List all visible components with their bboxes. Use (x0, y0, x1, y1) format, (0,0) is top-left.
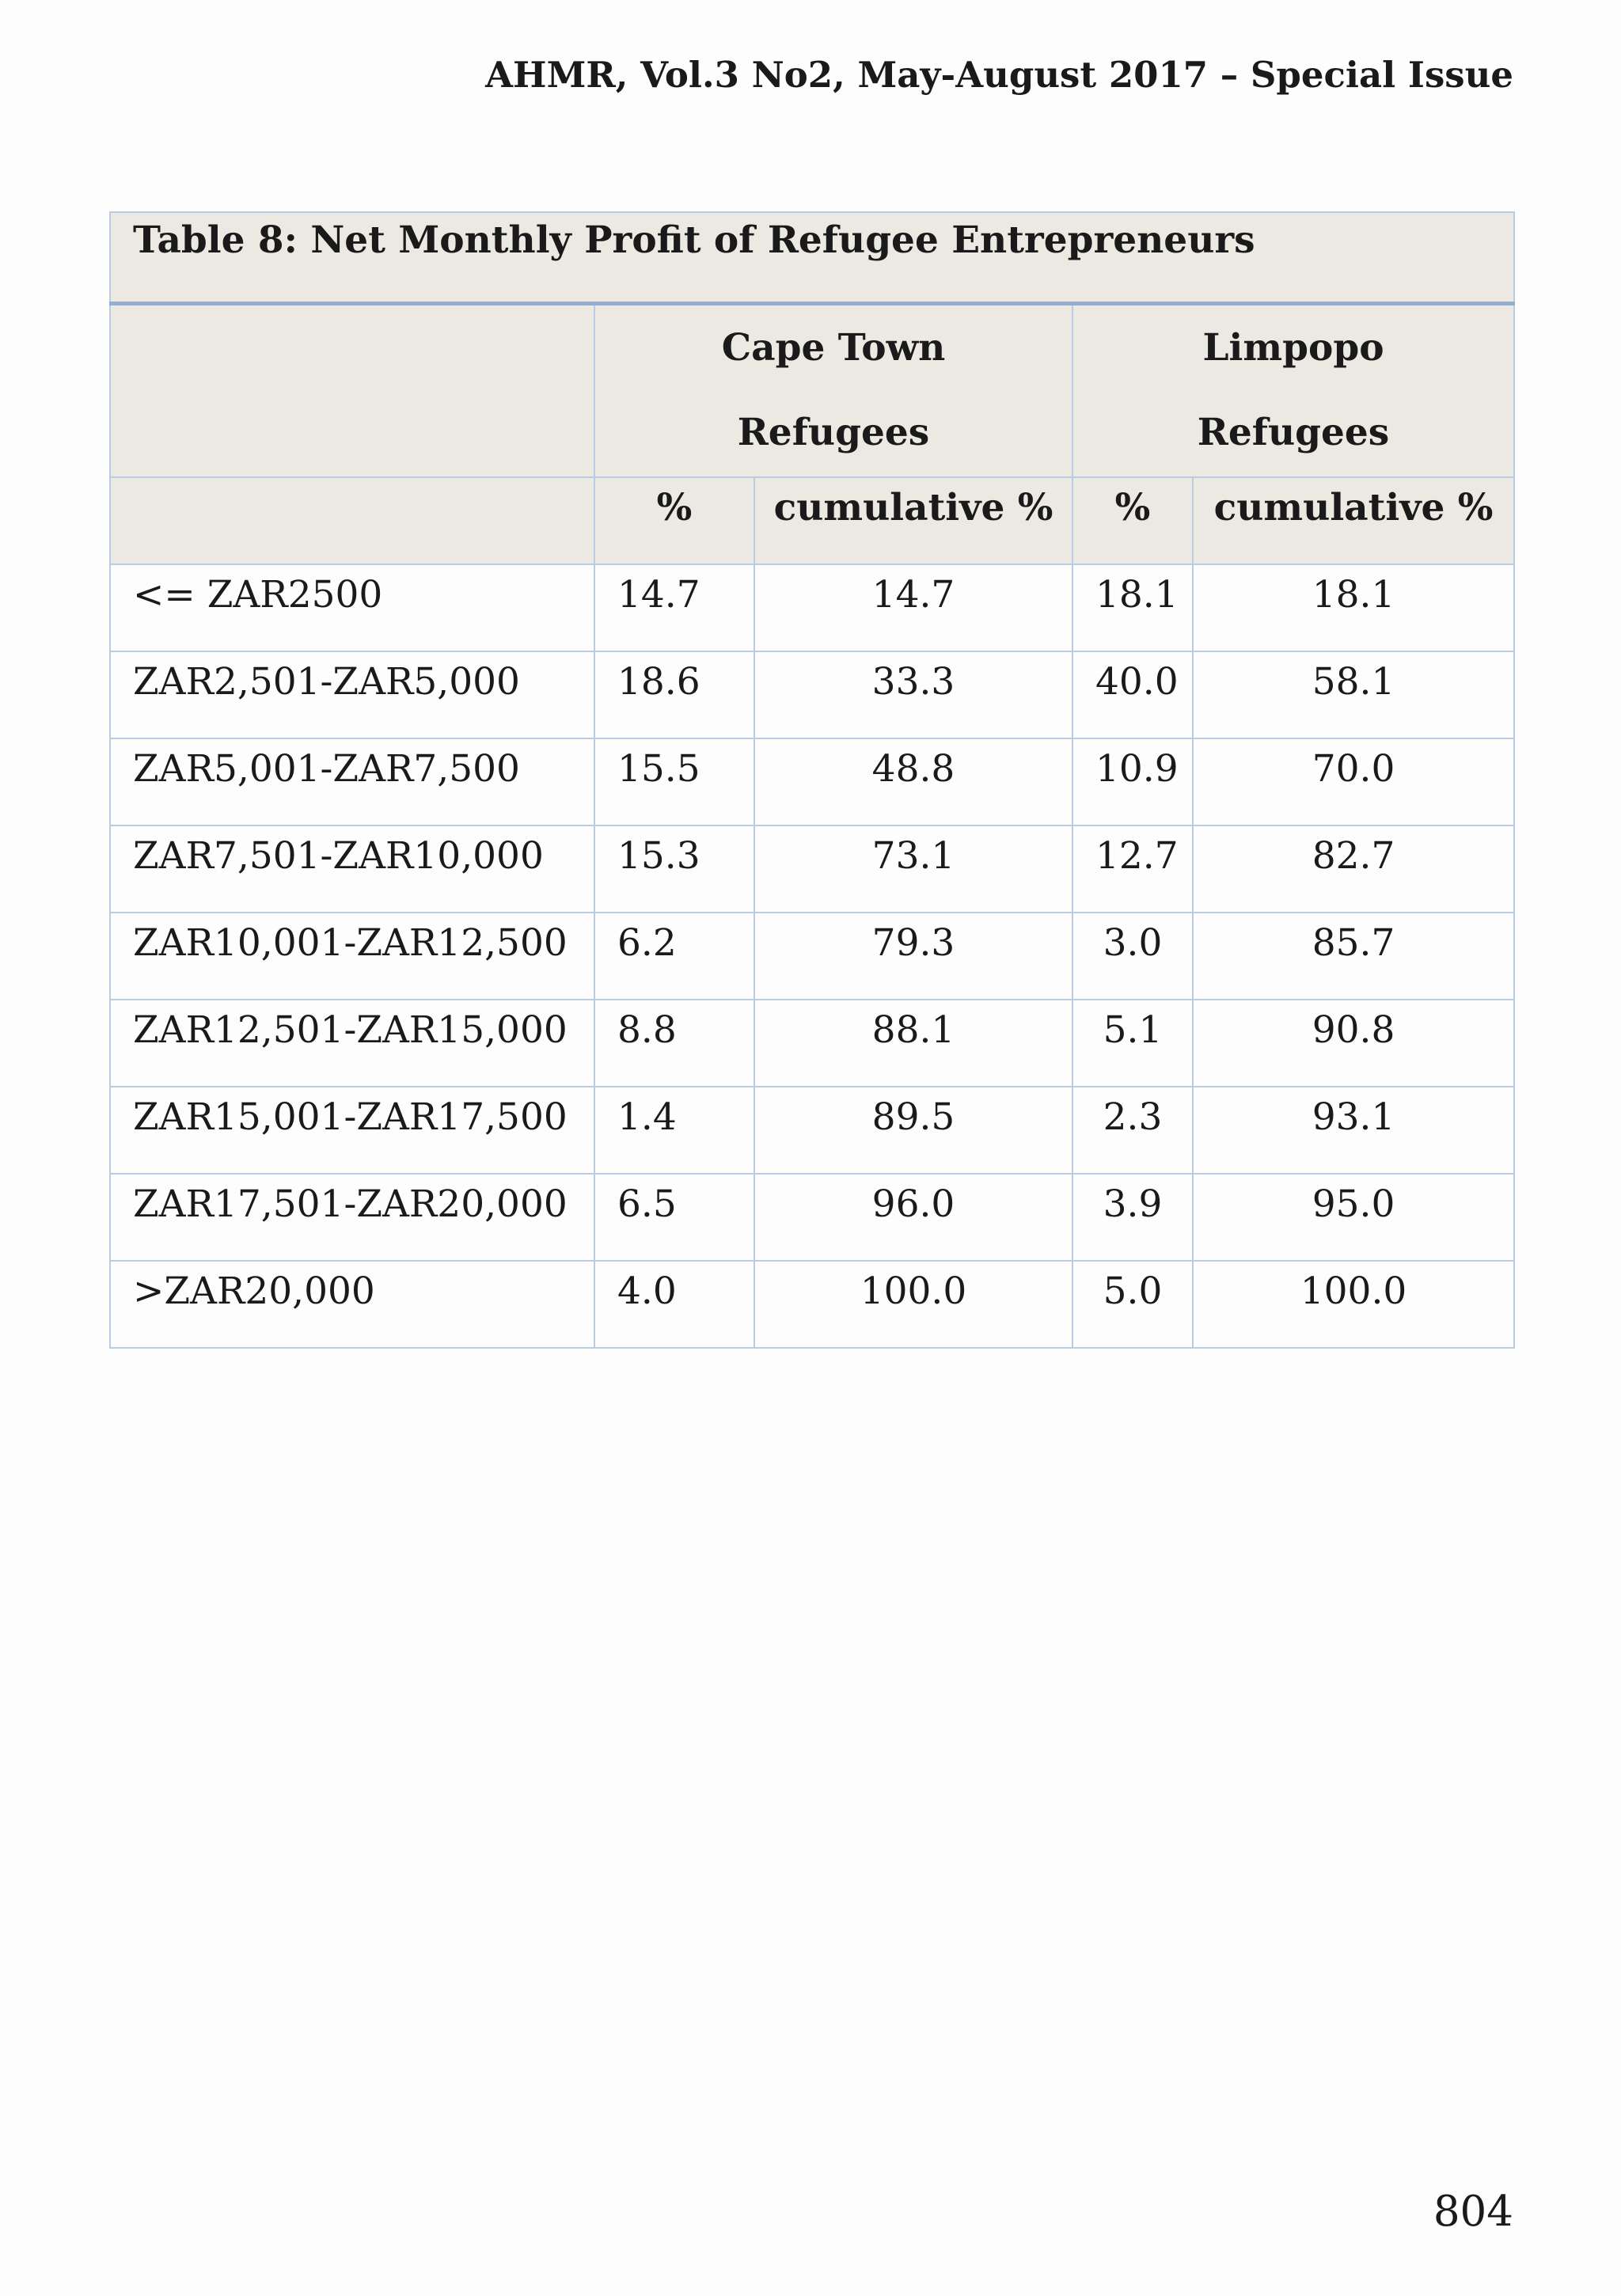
limpopo-percent: 5.0 (1072, 1261, 1193, 1348)
limpopo-percent: 2.3 (1072, 1087, 1193, 1174)
empty-subheader-cell (110, 477, 594, 564)
group-title: Limpopo (1202, 326, 1384, 370)
group-title: Cape Town (721, 326, 946, 370)
group-subtitle: Refugees (1197, 411, 1390, 454)
limpopo-cumulative: 58.1 (1193, 651, 1514, 738)
table-caption-row (110, 212, 1514, 304)
table-caption: Table 8: Net Monthly Profit of Refugee Entrepreneurs (110, 212, 1514, 304)
group-subtitle: Refugees (737, 411, 930, 454)
cape-town-cumulative: 14.7 (754, 564, 1072, 651)
limpopo-cumulative: 85.7 (1193, 913, 1514, 1000)
page-number: 804 (1433, 2188, 1513, 2236)
cape-town-percent: 6.5 (594, 1174, 754, 1261)
cape-town-cumulative: 100.0 (754, 1261, 1072, 1348)
cape-town-percent: 1.4 (594, 1087, 754, 1174)
subheader-limpopo-cumulative: cumulative % (1193, 477, 1514, 564)
group-header-row (110, 304, 1514, 478)
limpopo-cumulative: 82.7 (1193, 825, 1514, 913)
limpopo-cumulative: 70.0 (1193, 738, 1514, 825)
cape-town-percent: 4.0 (594, 1261, 754, 1348)
table-row (110, 738, 1514, 825)
subheader-limpopo-percent: % (1072, 477, 1193, 564)
row-label: ZAR17,501-ZAR20,000 (110, 1174, 594, 1261)
cape-town-percent: 14.7 (594, 564, 754, 651)
limpopo-cumulative: 95.0 (1193, 1174, 1514, 1261)
table-row (110, 1261, 1514, 1348)
row-label: <= ZAR2500 (110, 564, 594, 651)
subheader-cape-town-percent: % (594, 477, 754, 564)
profit-table-container (109, 211, 1513, 1349)
row-label: >ZAR20,000 (110, 1261, 594, 1348)
row-label: ZAR10,001-ZAR12,500 (110, 913, 594, 1000)
running-header: AHMR, Vol.3 No2, May-August 2017 – Special Issue (485, 54, 1513, 96)
table-row (110, 913, 1514, 1000)
limpopo-percent: 10.9 (1072, 738, 1193, 825)
empty-header-cell (110, 304, 594, 478)
limpopo-percent: 40.0 (1072, 651, 1193, 738)
row-label: ZAR12,501-ZAR15,000 (110, 1000, 594, 1087)
cape-town-percent: 8.8 (594, 1000, 754, 1087)
limpopo-cumulative: 18.1 (1193, 564, 1514, 651)
limpopo-percent: 12.7 (1072, 825, 1193, 913)
limpopo-percent: 3.0 (1072, 913, 1193, 1000)
table-row (110, 1174, 1514, 1261)
group-header-cape-town (594, 304, 1072, 478)
limpopo-percent: 5.1 (1072, 1000, 1193, 1087)
row-label: ZAR7,501-ZAR10,000 (110, 825, 594, 913)
limpopo-percent: 3.9 (1072, 1174, 1193, 1261)
cape-town-cumulative: 89.5 (754, 1087, 1072, 1174)
subheader-row (110, 477, 1514, 564)
cape-town-cumulative: 33.3 (754, 651, 1072, 738)
subheader-cape-town-cumulative: cumulative % (754, 477, 1072, 564)
table-row (110, 1087, 1514, 1174)
limpopo-percent: 18.1 (1072, 564, 1193, 651)
cape-town-cumulative: 73.1 (754, 825, 1072, 913)
cape-town-percent: 15.5 (594, 738, 754, 825)
row-label: ZAR5,001-ZAR7,500 (110, 738, 594, 825)
cape-town-cumulative: 96.0 (754, 1174, 1072, 1261)
row-label: ZAR15,001-ZAR17,500 (110, 1087, 594, 1174)
group-header-limpopo (1072, 304, 1514, 478)
limpopo-cumulative: 90.8 (1193, 1000, 1514, 1087)
table-row (110, 825, 1514, 913)
table-row (110, 1000, 1514, 1087)
table-row (110, 651, 1514, 738)
limpopo-cumulative: 93.1 (1193, 1087, 1514, 1174)
cape-town-cumulative: 88.1 (754, 1000, 1072, 1087)
limpopo-cumulative: 100.0 (1193, 1261, 1514, 1348)
cape-town-percent: 6.2 (594, 913, 754, 1000)
cape-town-cumulative: 79.3 (754, 913, 1072, 1000)
profit-table (109, 211, 1515, 1349)
row-label: ZAR2,501-ZAR5,000 (110, 651, 594, 738)
cape-town-cumulative: 48.8 (754, 738, 1072, 825)
cape-town-percent: 18.6 (594, 651, 754, 738)
cape-town-percent: 15.3 (594, 825, 754, 913)
table-row (110, 564, 1514, 651)
